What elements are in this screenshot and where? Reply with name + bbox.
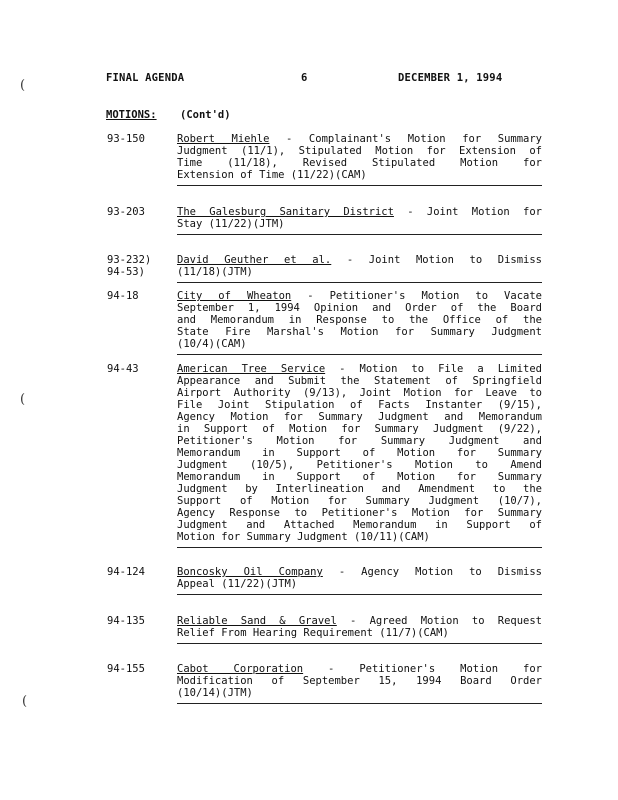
motion-text: Agency Response to Petitioner's Motion for Summary [177,507,542,519]
docket-number: 94-155 [107,663,145,675]
motion-entry [177,290,542,350]
scan-mark: ( [20,78,26,93]
motion-line [177,145,542,157]
motion-line [177,338,542,350]
party-name: Robert Miehle [177,133,270,145]
motion-text: Time (11/18), Revised Stipulated Motion for [177,157,542,169]
motion-line [177,447,542,459]
motion-line [177,254,542,266]
motion-text: (10/14)(JTM) [177,687,253,699]
entry-underline [177,354,542,355]
motion-text: File Joint Stipulation of Facts Instanter (9/15), [177,399,542,411]
party-name: The Galesburg Sanitary District [177,206,394,218]
motion-entry [177,363,542,543]
motion-line [177,399,542,411]
motion-text: and Memorandum in Response to the Office of the [177,314,542,326]
motion-text: - Motion to File a Limited [325,363,542,375]
motion-text: Airport Authority (9/13), Joint Motion for Leave to [177,387,542,399]
motion-line [177,627,542,639]
motion-text: Petitioner's Motion for Summary Judgment and [177,435,542,447]
party-name: City of Wheaton [177,290,292,302]
motion-line [177,471,542,483]
motion-text: Extension of Time (11/22)(CAM) [177,169,367,181]
motion-text: (10/4)(CAM) [177,338,247,350]
motion-line [177,266,542,278]
motion-line [177,435,542,447]
motion-line [177,663,542,675]
motion-line [177,507,542,519]
motion-text: (11/18)(JTM) [177,266,253,278]
motion-line [177,615,542,627]
scan-mark: ( [22,694,28,709]
motion-text: Agency Motion for Summary Judgment and Memorandum [177,411,542,423]
motion-line [177,495,542,507]
motion-line [177,133,542,145]
motion-entry [177,254,542,278]
docket-number: 93-150 [107,133,145,145]
motion-line [177,411,542,423]
docket-number: 93-232) 94-53) [107,254,152,278]
motion-text: in Support of Motion for Summary Judgment (9/22), [177,423,542,435]
motion-line [177,326,542,338]
entry-underline [177,547,542,548]
motion-text: Modification of September 15, 1994 Board Order [177,675,542,687]
motion-entry [177,663,542,699]
motion-line [177,157,542,169]
motion-text: - Complainant's Motion for Summary [269,133,542,145]
motion-text: Appearance and Submit the Statement of Springfield [177,375,542,387]
motion-line [177,566,542,578]
section-label: MOTIONS: [106,109,157,121]
entry-underline [177,594,542,595]
motion-line [177,675,542,687]
docket-number: 94-43 [107,363,139,375]
motion-entry [177,206,542,230]
motion-entry [177,615,542,639]
motion-text: Memorandum in Support of Motion for Summary [177,447,542,459]
motion-text: State Fire Marshal's Motion for Summary Judgment [177,326,542,338]
motion-line [177,687,542,699]
entry-underline [177,703,542,704]
docket-number: 94-124 [107,566,145,578]
motion-text: Judgment and Attached Memorandum in Support of [177,519,542,531]
motion-line [177,519,542,531]
motion-text: Support of Motion for Summary Judgment (10/7), [177,495,542,507]
page-number: 6 [301,72,308,84]
party-name: American Tree Service [177,363,326,375]
motion-line [177,459,542,471]
motion-line [177,387,542,399]
motion-text: Appeal (11/22)(JTM) [177,578,298,590]
party-name: Cabot Corporation [177,663,304,675]
motion-text: - Petitioner's Motion for [303,663,542,675]
entry-underline [177,643,542,644]
section-continued: (Cont'd) [180,109,231,121]
motion-text: - Joint Motion to Dismiss [331,254,542,266]
motion-line [177,423,542,435]
docket-number: 94-135 [107,615,145,627]
motion-entry [177,133,542,181]
motion-line [177,302,542,314]
motion-text: - Joint Motion for [393,206,542,218]
motion-line [177,531,542,543]
motion-text: - Agency Motion to Dismiss [322,566,542,578]
docket-number: 94-18 [107,290,139,302]
motion-text: Motion for Summary Judgment (10/11)(CAM) [177,531,430,543]
motion-line [177,218,542,230]
motion-line [177,206,542,218]
entry-underline [177,185,542,186]
motion-line [177,363,542,375]
motion-line [177,290,542,302]
entry-underline [177,234,542,235]
motion-text: Memorandum in Support of Motion for Summary [177,471,542,483]
motion-text: Judgment (10/5), Petitioner's Motion to Amend [177,459,542,471]
motion-line [177,169,542,181]
motion-text: Stay (11/22)(JTM) [177,218,285,230]
party-name: Reliable Sand & Gravel [177,615,337,627]
motion-line [177,578,542,590]
motion-line [177,375,542,387]
motion-line [177,314,542,326]
party-name: Boncosky Oil Company [177,566,323,578]
header-title: FINAL AGENDA [106,72,185,84]
motion-entry [177,566,542,590]
motion-text: Judgment (11/1), Stipulated Motion for Extension of [177,145,542,157]
motion-text: - Petitioner's Motion to Vacate [291,290,542,302]
party-name: David Geuther et al. [177,254,332,266]
docket-number: 93-203 [107,206,145,218]
motion-line [177,483,542,495]
motion-text: Relief From Hearing Requirement (11/7)(CAM) [177,627,449,639]
motion-text: September 1, 1994 Opinion and Order of the Board [177,302,542,314]
motion-text: - Agreed Motion to Request [336,615,542,627]
agenda-date: DECEMBER 1, 1994 [398,72,503,84]
motion-text: Judgment by Interlineation and Amendment to the [177,483,542,495]
scan-mark: ( [20,392,26,407]
entry-underline [177,282,542,283]
